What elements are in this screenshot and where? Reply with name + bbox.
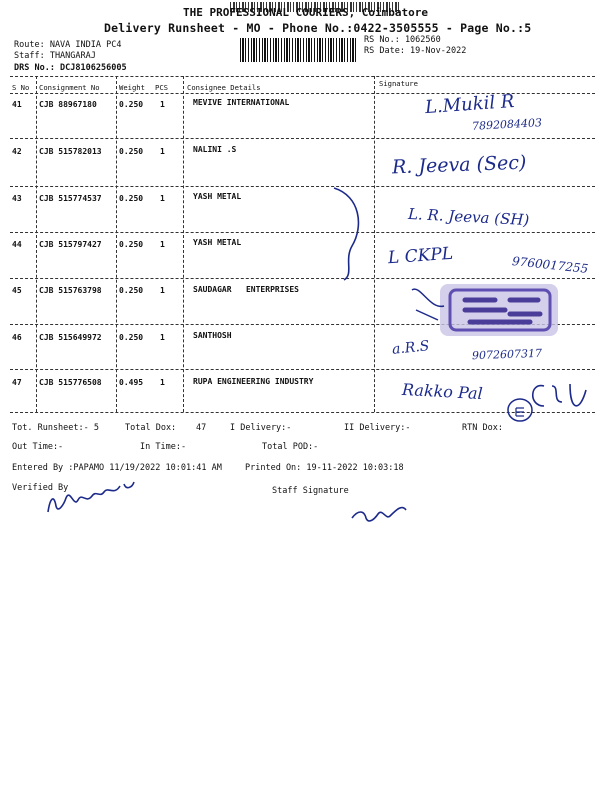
col-header-sno: S No bbox=[12, 83, 30, 92]
row-rule bbox=[10, 232, 595, 233]
table-row-consignment: CJB 88967180 bbox=[39, 100, 97, 109]
total-dox-label: Total Dox: bbox=[125, 423, 177, 433]
page-title: THE PROFESSIONAL COURIERS, Coimbatore bbox=[183, 6, 429, 19]
table-row-sno: 47 bbox=[12, 378, 22, 387]
table-row-consignment: CJB 515776508 bbox=[39, 378, 102, 387]
rs-date: RS Date: 19-Nov-2022 bbox=[364, 46, 467, 56]
table-row-consignee: NALINI .S bbox=[193, 145, 237, 154]
col-header-consignment: Consignment No bbox=[39, 83, 100, 92]
table-top-rule bbox=[10, 76, 595, 77]
tot-runsheet: Tot. Runsheet:- 5 bbox=[12, 423, 99, 433]
table-row-consignee: SANTHOSH bbox=[193, 331, 232, 340]
table-row-sno: 45 bbox=[12, 286, 22, 295]
table-row-pcs: 1 bbox=[160, 194, 165, 203]
table-row-pcs: 1 bbox=[160, 240, 165, 249]
table-row-consignee: YASH METAL bbox=[193, 192, 242, 201]
company-stamp-icon bbox=[410, 280, 560, 342]
col-divider bbox=[374, 76, 375, 412]
rs-number: RS No.: 1062560 bbox=[364, 35, 441, 45]
col-divider bbox=[36, 76, 37, 412]
staff-signature: Staff Signature bbox=[272, 486, 349, 496]
table-row-consignment: CJB 515797427 bbox=[39, 240, 102, 249]
table-row-weight: 0.250 bbox=[119, 240, 144, 249]
row-rule bbox=[10, 138, 595, 139]
bracket-mark-icon bbox=[330, 186, 370, 282]
table-row-pcs: 1 bbox=[160, 286, 165, 295]
signature-phone: 9760017255 bbox=[511, 254, 589, 276]
table-row-pcs: 1 bbox=[160, 147, 165, 156]
barcode-icon bbox=[240, 38, 356, 62]
table-row-sno: 44 bbox=[12, 240, 22, 249]
table-row-consignment: CJB 515649972 bbox=[39, 333, 102, 342]
col-header-signature: Signature bbox=[379, 79, 418, 88]
table-row-sno: 42 bbox=[12, 147, 22, 156]
signature-phone: 9072607317 bbox=[471, 346, 543, 363]
table-row-sno: 46 bbox=[12, 333, 22, 342]
entered-by: Entered By :PAPAMO 11/19/2022 10:01:41 AM bbox=[12, 463, 222, 473]
total-dox-value: 47 bbox=[196, 423, 207, 433]
table-row-weight: 0.250 bbox=[119, 194, 144, 203]
ii-delivery: II Delivery:- bbox=[344, 423, 411, 433]
rtn-dox: RTN Dox: bbox=[462, 423, 503, 433]
table-row-weight: 0.250 bbox=[119, 333, 144, 342]
drs-number: DRS No.: DCJ8106256005 bbox=[14, 63, 127, 73]
table-row-pcs: 1 bbox=[160, 100, 165, 109]
table-row-consignee: MEVIVE INTERNATIONAL bbox=[193, 98, 290, 107]
table-row-weight: 0.250 bbox=[119, 100, 144, 109]
col-divider bbox=[116, 76, 117, 412]
table-row-weight: 0.495 bbox=[119, 378, 144, 387]
table-row-weight: 0.250 bbox=[119, 147, 144, 156]
verifier-signature-icon bbox=[44, 478, 144, 518]
table-row-weight: 0.250 bbox=[119, 286, 144, 295]
table-row-consignment: CJB 515774537 bbox=[39, 194, 102, 203]
in-time: In Time:- bbox=[140, 442, 187, 452]
table-row-pcs: 1 bbox=[160, 378, 165, 387]
route-label: Route: NAVA INDIA PC4 bbox=[14, 40, 122, 50]
row-rule bbox=[10, 278, 595, 279]
signature-text: a.R.S bbox=[391, 338, 431, 358]
signature-text: R. Jeeva (Sec) bbox=[391, 151, 527, 179]
table-row-pcs: 1 bbox=[160, 333, 165, 342]
page-subtitle: Delivery Runsheet - MO - Phone No.:0422-3505555 - Page No.:5 bbox=[104, 21, 532, 35]
col-header-consignee: Consignee Details bbox=[187, 83, 261, 92]
out-time: Out Time:- bbox=[12, 442, 64, 452]
staff-signature-icon bbox=[350, 500, 450, 530]
table-row-consignment: CJB 515782013 bbox=[39, 147, 102, 156]
table-row-sno: 41 bbox=[12, 100, 22, 109]
row-rule bbox=[10, 369, 595, 370]
total-pod: Total POD:- bbox=[262, 442, 319, 452]
table-row-sno: 43 bbox=[12, 194, 22, 203]
col-divider bbox=[183, 76, 184, 412]
row-rule bbox=[10, 186, 595, 187]
signature-text: L.Mukil R bbox=[424, 90, 516, 119]
staff-label: Staff: THANGARAJ bbox=[14, 51, 96, 61]
signature-phone: 7892084403 bbox=[471, 116, 543, 133]
col-header-pcs: PCS bbox=[155, 83, 168, 92]
table-row-consignee: RUPA ENGINEERING INDUSTRY bbox=[193, 377, 314, 386]
signature-text: Rakko Pal bbox=[401, 379, 484, 404]
table-row-consignee: YASH METAL bbox=[193, 238, 242, 247]
signature-text: L CKPL bbox=[387, 243, 454, 269]
table-row-consignee: SAUDAGAR ENTERPRISES bbox=[193, 285, 299, 294]
signature-text: L. R. Jeeva (SH) bbox=[407, 204, 530, 230]
verified-by: Verified By bbox=[12, 483, 69, 493]
i-delivery: I Delivery:- bbox=[230, 423, 292, 433]
signature-mark-icon bbox=[500, 372, 590, 428]
printed-on: Printed On: 19-11-2022 10:03:18 bbox=[245, 463, 404, 473]
table-row-consignment: CJB 515763798 bbox=[39, 286, 102, 295]
col-header-weight: Weight bbox=[119, 83, 145, 92]
